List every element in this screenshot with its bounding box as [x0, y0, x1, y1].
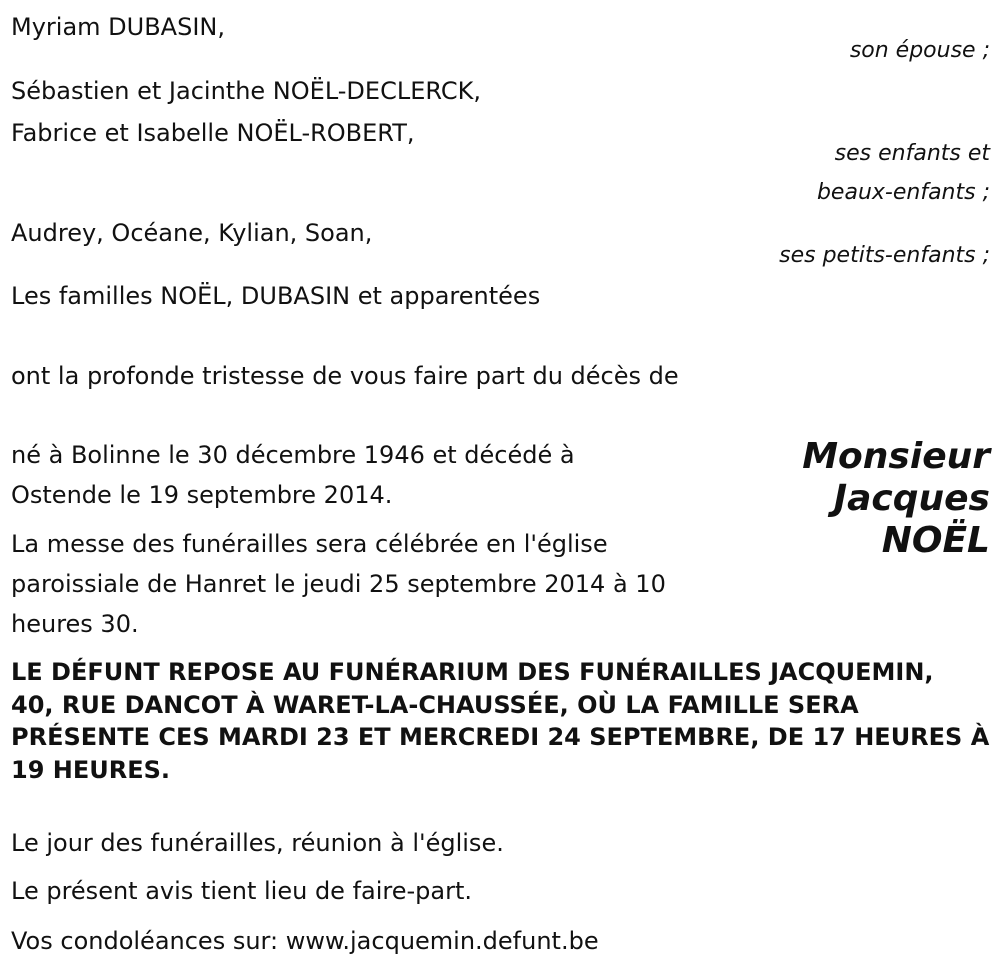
visitation-block	[11, 656, 996, 786]
mass-line-1: La messe des funérailles sera célébrée en l'église	[11, 530, 608, 558]
deceased-last-name: NOËL	[881, 520, 990, 561]
condolences-line[interactable]: Vos condoléances sur: www.jacquemin.defunt.be	[11, 927, 599, 955]
grandchildren-role: ses petits-enfants ;	[779, 243, 990, 268]
children-role-line-2: beaux-enfants ;	[816, 180, 990, 205]
announcement-line: ont la profonde tristesse de vous faire part du décès de	[11, 362, 679, 390]
notice-line: Le présent avis tient lieu de faire-part.	[11, 877, 473, 905]
children-role-line-1: ses enfants et	[834, 141, 990, 166]
families-line: Les familles NOËL, DUBASIN et apparentées	[11, 282, 541, 310]
deceased-title: Monsieur	[802, 436, 990, 477]
funeral-day-line: Le jour des funérailles, réunion à l'église.	[11, 829, 504, 857]
deceased-first-name: Jacques	[833, 478, 990, 519]
visitation-line-4: 19 HEURES.	[11, 755, 170, 784]
grandchildren: Audrey, Océane, Kylian, Soan,	[11, 219, 373, 247]
spouse-name: Myriam DUBASIN,	[11, 13, 225, 41]
spouse-role: son épouse ;	[849, 38, 990, 63]
visitation-line-1: LE DÉFUNT REPOSE AU FUNÉRARIUM DES FUNÉRAILLES JACQUEMIN,	[11, 658, 934, 686]
mass-line-3: heures 30.	[11, 610, 139, 638]
visitation-line-2: 40, RUE DANCOT À WARET-LA-CHAUSSÉE, OÙ LA FAMILLE SERA	[11, 690, 859, 719]
child-line-1: Sébastien et Jacinthe NOËL-DECLERCK,	[11, 77, 481, 105]
mass-line-2: paroissiale de Hanret le jeudi 25 septembre 2014 à 10	[11, 570, 666, 598]
birth-death-line-1: né à Bolinne le 30 décembre 1946 et décédé à	[11, 441, 575, 469]
deceased-name	[802, 436, 990, 562]
child-line-2: Fabrice et Isabelle NOËL-ROBERT,	[11, 119, 415, 147]
birth-death-line-2: Ostende le 19 septembre 2014.	[11, 481, 393, 509]
visitation-line-3: PRÉSENTE CES MARDI 23 ET MERCREDI 24 SEPTEMBRE, DE 17 HEURES À	[11, 723, 990, 751]
